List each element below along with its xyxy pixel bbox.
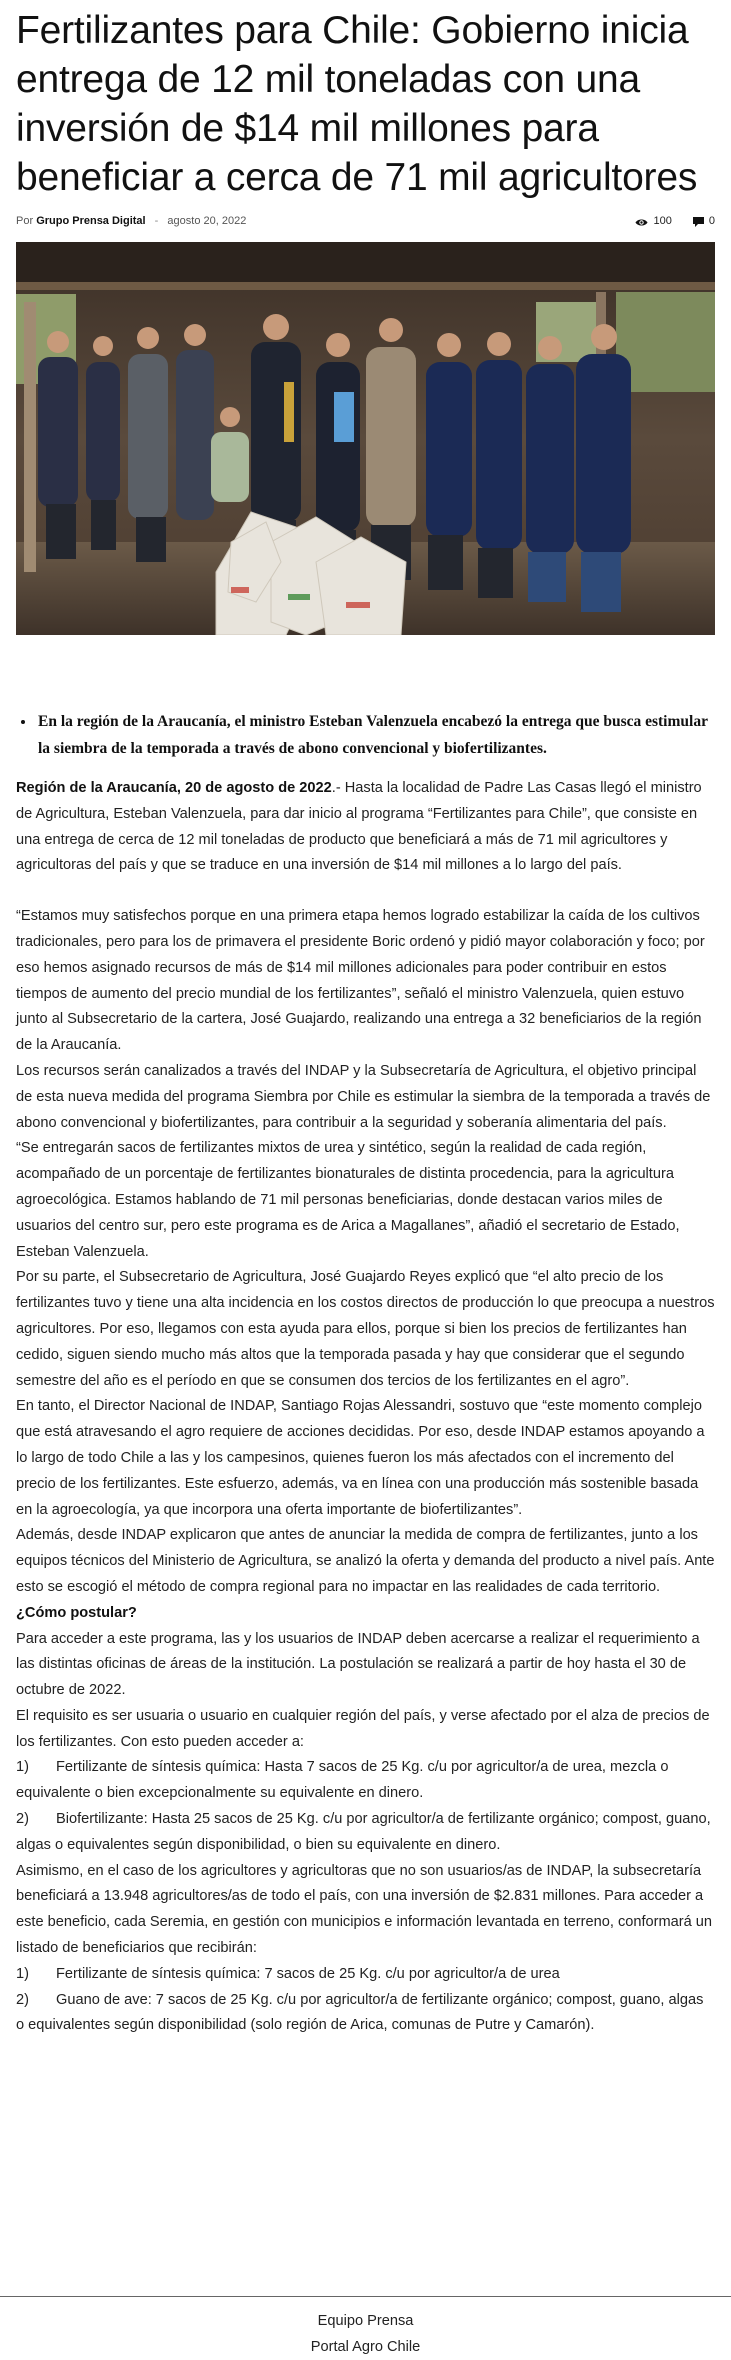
lead-dateline: Región de la Araucanía, 20 de agosto de 2022	[16, 780, 332, 796]
article-body	[16, 708, 715, 2039]
list-number: 2)	[16, 1811, 29, 1828]
eye-icon	[635, 218, 648, 227]
list-text: Biofertilizante: Hasta 25 sacos de 25 Kg. c/u por agricultor/a de fertilizante orgánico; compost, guano, algas o equivalentes según disponibilidad, o bien su equivalente en dinero.	[16, 1811, 711, 1853]
paragraph: “Se entregarán sacos de fertilizantes mixtos de urea y sintético, según la realidad de cada región, acompañado de un porcentaje de fertilizantes bionaturales de distinta procedencia, para la agricultura agroecológica. Estamos hablando de 71 mil personas beneficiarias, donde destacan varios miles de usuarios del centro sur, pero este programa es de Arica a Magallanes”, añadió el secretario de Estado, Esteban Valenzuela.	[16, 1140, 680, 1260]
paragraph: Para acceder a este programa, las y los usuarios de INDAP deben acercarse a realizar el requerimiento a las distintas oficinas de áreas de la institución. La postulación se realizará a partir de hoy hasta el 30 de octubre de 2022.	[16, 1630, 700, 1699]
list-number: 2)	[16, 1991, 29, 2008]
list-text: Fertilizante de síntesis química: Hasta 7 sacos de 25 Kg. c/u por agricultor/a de urea, mezcla o equivalente o bien excepcionalmente su equivalente en dinero.	[16, 1759, 669, 1802]
highlights-list	[16, 708, 715, 762]
footer-portal: Portal Agro Chile	[310, 2339, 421, 2355]
paragraph: Además, desde INDAP explicaron que antes de anunciar la medida de compra de fertilizantes, junto a los equipos técnicos del Ministerio de Agricultura, se analizó la oferta y demanda del producto a nivel país. Ante esto se escogió el método de compra regional para no impactar en las realidades de cada territorio.	[16, 1527, 715, 1595]
paragraph: Los recursos serán canalizados a través del INDAP y la Subsecretaría de Agricultura, el objetivo principal de esta nueva medida del programa Siembra por Chile es estimular la siembra de la temporada a través de abono convencional y biofertilizantes, para contribuir a la seguridad y soberanía alimentaria del país.	[16, 1062, 711, 1131]
footer-divider	[0, 2296, 731, 2297]
article-photo	[16, 242, 715, 635]
footer-team: Equipo Prensa	[317, 2313, 414, 2329]
list-item	[16, 1988, 715, 2040]
paragraph: “Estamos muy satisfechos porque en una primera etapa hemos logrado estabilizar la caída de los cultivos tradicionales, pero para los de primavera el presidente Boric ordenó y pidió mayor colaboración y foco; por eso hemos asignado recursos de más de $14 mil millones adicionales para poder contribuir en estos tiempos de aumento del precio mundial de los fertilizantes”, señaló el ministro Valenzuela, quien estuvo junto al Subsecretario de la cartera, José Guajardo, realizando una entrega a 32 beneficiarios de la región de la Araucanía.	[16, 908, 705, 1054]
meta-separator: -	[154, 215, 159, 227]
article-stats	[617, 210, 715, 232]
list-text: Fertilizante de síntesis química: 7 sacos de 25 Kg. c/u por agricultor/a de urea	[56, 1965, 560, 1982]
highlight-item: • En la región de la Araucanía, el ministro Esteban Valenzuela encabezó la entrega que busca estimular la siembra de la temporada a través de abono convencional y biofertilizantes.	[36, 708, 715, 762]
article-footer	[0, 2308, 731, 2360]
author-link[interactable]: Grupo Prensa Digital	[36, 215, 146, 227]
paragraph: En tanto, el Director Nacional de INDAP, Santiago Rojas Alessandri, sostuvo que “este momento complejo que está atravesando el agro requiere de acciones decididas. Por eso, desde INDAP estamos apoyando a lo largo de todo Chile a las y los campesinos, quienes fueron los más afectados con el incremento del precio de los fertilizantes. Este esfuerzo, además, va en línea con una producción más sostenible basada en la agroecología, ya que incorpora una oferta importante de biofertilizantes”.	[16, 1398, 705, 1518]
views-count	[635, 215, 671, 227]
paragraph-lead	[16, 776, 715, 879]
subheading-how-to-apply: ¿Cómo postular?	[16, 1604, 137, 1621]
article	[16, 0, 715, 2039]
comment-icon	[693, 217, 704, 227]
paragraph: El requisito es ser usuaria o usuario en cualquier región del país, y verse afectado por el alza de precios de los fertilizantes. Con esto pueden acceder a:	[16, 1707, 710, 1750]
paragraph: Asimismo, en el caso de los agricultores y agricultoras que no son usuarios/as de INDAP, la subsecretaría beneficiará a 13.948 agricultores/as de todo el país, con una inversión de $2.831 millones. Para acceder a este beneficio, cada Seremia, en gestión con municipios e información levantada en terreno, conformará un listado de beneficiarios que recibirán:	[16, 1862, 713, 1957]
list-number: 1)	[16, 1965, 29, 1982]
article-title: Fertilizantes para Chile: Gobierno inicia entrega de 12 mil toneladas con una inversión de $14 mil millones para beneficiar a cerca de 71 mil agricultores	[16, 9, 698, 199]
list-text: Guano de ave: 7 sacos de 25 Kg. c/u por agricultor/a de fertilizante orgánico; compost, guano, algas o equivalentes según disponibilidad (solo región de Arica, comunas de Putre y Camarón).	[16, 1991, 704, 2034]
comments-link[interactable]	[693, 215, 715, 227]
paragraph: Por su parte, el Subsecretario de Agricultura, José Guajardo Reyes explicó que “el alto precio de los fertilizantes tuvo y tiene una alta incidencia en los costos directos de producción lo que preocupa a nuestros agricultores. Por eso, llegamos con esta ayuda para ellos, porque si bien los precios de fertilizantes han cedido, siguen siendo mucho más altos que la temporada pasada y hay que considerar que el segundo semestre del año es el período en que se consumen dos tercios de los fertilizantes en el agro”.	[16, 1269, 715, 1389]
list-number: 1)	[16, 1759, 29, 1776]
list-item	[16, 1807, 715, 1859]
list-item	[16, 1755, 715, 1807]
by-prefix: Por	[16, 215, 34, 227]
publish-date: agosto 20, 2022	[167, 215, 247, 227]
views-value: 100	[653, 215, 672, 227]
list-item	[16, 1962, 715, 1988]
comments-value: 0	[708, 215, 715, 227]
article-meta	[16, 210, 715, 232]
lead-text: .- Hasta la localidad de Padre Las Casas llegó el ministro de Agricultura, Esteban Valenzuela, para dar inicio al programa “Fertilizantes para Chile”, que consiste en una entrega de cerca de 12 mil toneladas de producto que beneficiará a más de 71 mil agricultores y agricultoras del país y que se traduce en una inversión de $14 mil millones a lo largo del país.	[16, 780, 702, 874]
